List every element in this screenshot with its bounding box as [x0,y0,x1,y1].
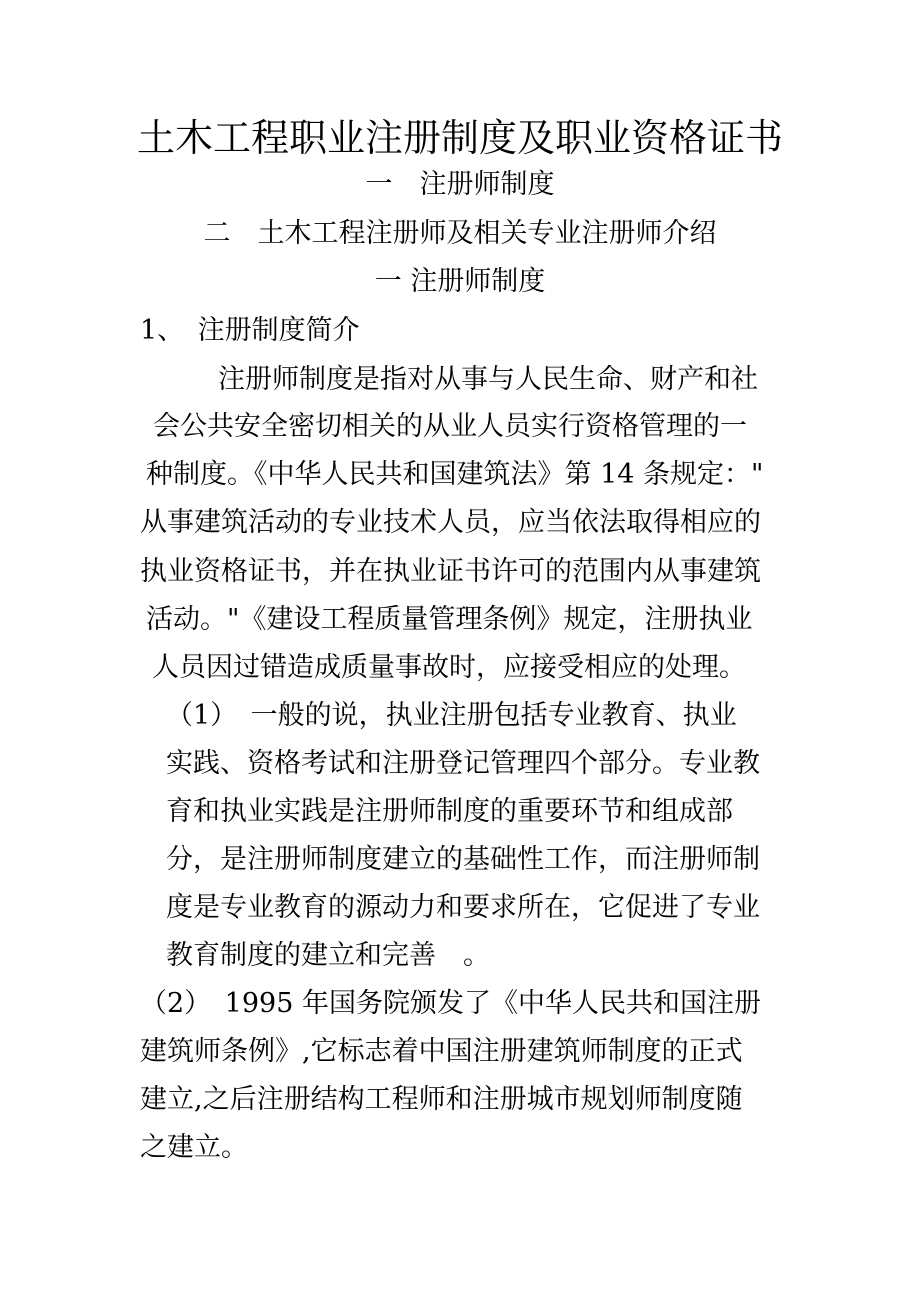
subsection-heading: 1、 注册制度简介 [140,315,360,346]
item1-line-4: 分，是注册师制度建立的基础性工作，而注册师制 [166,844,760,875]
toc-item-2: 二 土木工程注册师及相关专业注册师介绍 [203,218,717,249]
item2-line-4: 之建立。 [140,1132,248,1163]
item2-line-3: 建立,之后注册结构工程师和注册城市规划师制度随 [140,1084,743,1115]
item2-line-1: （2） 1995 年国务院颁发了《中华人民共和国注册 [140,988,761,1019]
intro-line-2: 会公共安全密切相关的从业人员实行资格管理的一 [153,411,747,442]
document-title: 土木工程职业注册制度及职业资格证书 [136,116,783,160]
item1-line-6: 教育制度的建立和完善 。 [166,940,490,971]
section-heading: 一 注册师制度 [374,266,546,297]
item1-line-1: （1） 一般的说，执业注册包括专业教育、执业 [166,700,737,731]
toc-item-1: 一 注册师制度 [365,169,555,200]
item1-line-2: 实践、资格考试和注册登记管理四个部分。专业教 [166,748,760,779]
item1-line-3: 育和执业实践是注册师制度的重要环节和组成部 [166,796,733,827]
intro-line-5: 执业资格证书，并在执业证书许可的范围内从事建筑 [140,556,761,587]
intro-line-7: 人员因过错造成质量事故时，应接受相应的处理。 [152,652,746,683]
intro-line-6: 活动。"《建设工程质量管理条例》规定，注册执业 [146,604,753,635]
item1-line-5: 度是专业教育的源动力和要求所在，它促进了专业 [166,892,760,923]
intro-line-3: 种制度。《中华人民共和国建筑法》第 14 条规定：" [146,459,764,490]
item2-line-2: 建筑师条例》,它标志着中国注册建筑师制度的正式 [140,1036,743,1067]
intro-line-1: 注册师制度是指对从事与人民生命、财产和社 [218,364,758,395]
intro-line-4: 从事建筑活动的专业技术人员，应当依法取得相应的 [140,507,761,538]
